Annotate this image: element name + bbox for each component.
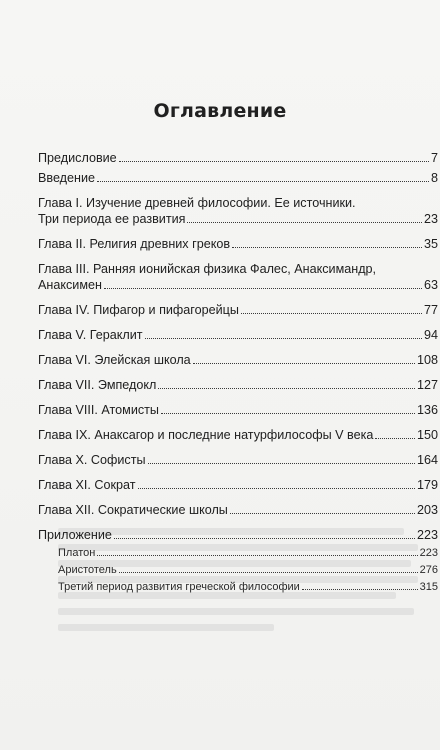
dot-leader <box>161 413 415 414</box>
toc-subentry-title: Третий период развития греческой философии <box>58 581 300 593</box>
toc-page-number: 7 <box>430 151 438 165</box>
dot-leader <box>230 513 415 514</box>
toc-entry-title: Введение <box>38 171 96 185</box>
toc-subentry-row <box>58 546 438 560</box>
toc-page-number: 164 <box>416 453 438 467</box>
toc-entry-row <box>38 236 438 252</box>
toc-entry-row <box>38 452 438 468</box>
toc-entry-title-line: Глава I. Изучение древней философии. Ее источники. <box>38 196 356 210</box>
toc-entry-title: Глава XI. Сократ <box>38 478 136 492</box>
toc-page-number: 8 <box>430 171 438 185</box>
toc-entry-row <box>38 277 438 293</box>
toc-entry-title: Предисловие <box>38 151 117 165</box>
toc-entry-row <box>38 327 438 343</box>
dot-leader <box>148 463 415 464</box>
dot-leader <box>302 589 418 590</box>
toc-entry <box>38 195 438 227</box>
toc-entry <box>38 527 438 543</box>
toc-entry-row <box>38 477 438 493</box>
toc-entry-title: Приложение <box>38 528 112 542</box>
toc-subentry-row <box>58 580 438 594</box>
toc-entry-title: Глава VI. Элейская школа <box>38 353 191 367</box>
toc-subentry-row <box>58 563 438 577</box>
toc-entry <box>38 502 438 518</box>
dot-leader <box>193 363 415 364</box>
toc-page-number: 94 <box>423 328 438 342</box>
toc-page-number: 223 <box>419 547 438 559</box>
toc-page-number: 77 <box>423 303 438 317</box>
toc-entry <box>38 170 438 186</box>
toc-entry <box>38 452 438 468</box>
toc-entry-row <box>38 527 438 543</box>
toc-page-number: 108 <box>416 353 438 367</box>
toc-entry <box>38 352 438 368</box>
page-title: Оглавление <box>153 100 287 122</box>
toc-page-number: 223 <box>416 528 438 542</box>
toc-entry-row <box>38 170 438 186</box>
toc-entry <box>38 402 438 418</box>
dot-leader <box>241 313 422 314</box>
dot-leader <box>114 538 415 539</box>
toc-subentry <box>38 546 438 560</box>
toc-subentry <box>38 580 438 594</box>
toc-page-number: 127 <box>416 378 438 392</box>
toc-page-number: 276 <box>419 564 438 576</box>
dot-leader <box>138 488 415 489</box>
dot-leader <box>97 181 429 182</box>
toc-entry <box>38 261 438 293</box>
toc-entry <box>38 377 438 393</box>
toc-entry-row <box>38 150 438 166</box>
toc-entry-title: Глава VIII. Атомисты <box>38 403 159 417</box>
toc-entry-row <box>38 352 438 368</box>
toc-entry-row <box>38 211 438 227</box>
toc-entry-title: Три периода ее развития <box>38 212 186 226</box>
toc-entry <box>38 427 438 443</box>
toc-entry-title: Глава XII. Сократические школы <box>38 503 228 517</box>
toc-entry <box>38 302 438 318</box>
toc-page-number: 203 <box>416 503 438 517</box>
dot-leader <box>187 222 422 223</box>
toc-entry-row <box>38 502 438 518</box>
dot-leader <box>119 572 418 573</box>
toc-entry-title: Глава IV. Пифагор и пифагорейцы <box>38 303 239 317</box>
toc-page-number: 150 <box>416 428 438 442</box>
toc-entry <box>38 236 438 252</box>
dot-leader <box>158 388 415 389</box>
toc-entry-title: Глава II. Религия древних греков <box>38 237 231 251</box>
toc-entry-row <box>38 377 438 393</box>
toc-subentry-title: Платон <box>58 547 96 559</box>
toc-subentry <box>38 563 438 577</box>
toc-page-number: 136 <box>416 403 438 417</box>
toc-entry-row <box>38 402 438 418</box>
toc-entry-row <box>38 302 438 318</box>
toc-entry-title-line: Глава III. Ранняя ионийская физика Фалес, Анаксимандр, <box>38 262 377 276</box>
toc-page-number: 23 <box>423 212 438 226</box>
dot-leader <box>145 338 422 339</box>
toc-entry-title: Глава IX. Анаксагор и последние натурфилософы V века <box>38 428 374 442</box>
toc-entry-row <box>38 427 438 443</box>
dot-leader <box>232 247 422 248</box>
toc-page-number: 63 <box>423 278 438 292</box>
table-of-contents <box>38 150 438 594</box>
toc-entry-title: Глава VII. Эмпедокл <box>38 378 157 392</box>
dot-leader <box>119 161 429 162</box>
toc-page-number: 315 <box>419 581 438 593</box>
dot-leader <box>375 438 415 439</box>
dot-leader <box>104 288 422 289</box>
toc-page-number: 179 <box>416 478 438 492</box>
toc-entry <box>38 150 438 166</box>
toc-entry <box>38 477 438 493</box>
toc-subentry-title: Аристотель <box>58 564 117 576</box>
toc-page-number: 35 <box>423 237 438 251</box>
toc-entry-title: Глава V. Гераклит <box>38 328 143 342</box>
toc-entry-title: Анаксимен <box>38 278 102 292</box>
toc-entry-title: Глава X. Софисты <box>38 453 146 467</box>
toc-entry <box>38 327 438 343</box>
dot-leader <box>97 555 417 556</box>
